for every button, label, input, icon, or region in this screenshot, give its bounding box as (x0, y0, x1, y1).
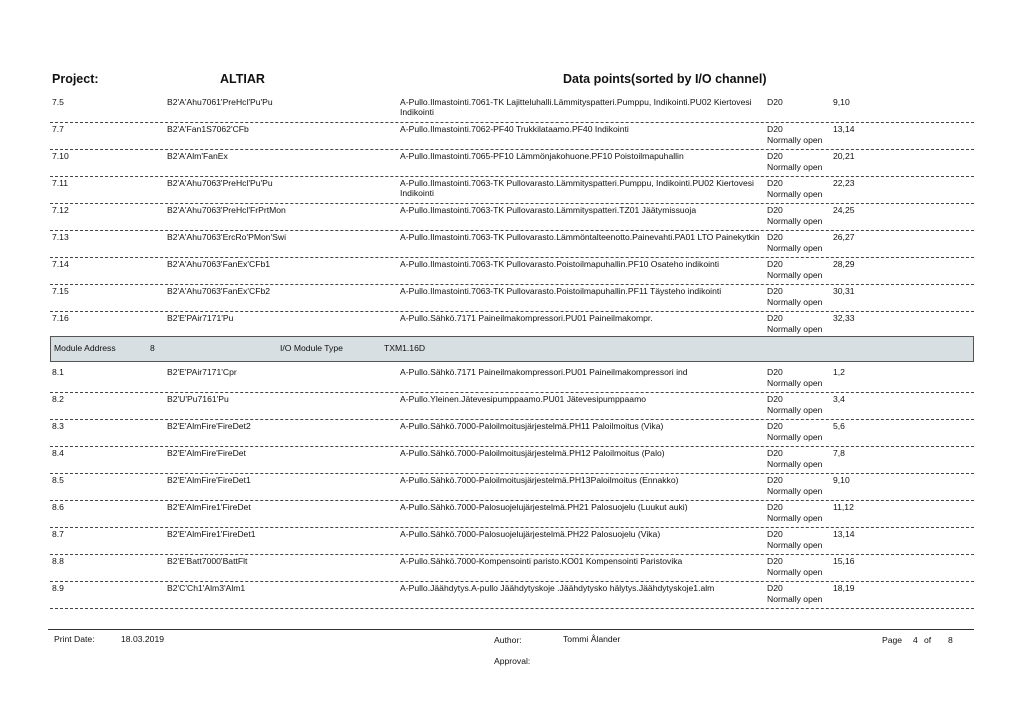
row-io-type: D20 (767, 124, 783, 134)
approval-label: Approval: (494, 656, 531, 666)
row-terminals: 24,25 (833, 205, 855, 215)
table-row (50, 257, 974, 285)
row-description: A-Pullo.Ilmastointi.7061-TK Lajitteluhalli.Lämmityspatteri.Pumppu, Indikointi.PU02 Kiertovesi Indikointi (400, 97, 752, 117)
row-io-type: D20 (767, 394, 783, 404)
row-datapoint: B2'E'Batt7000'BattFlt (167, 556, 248, 566)
table-row (50, 95, 974, 123)
row-contact-mode: Normally open (767, 378, 823, 388)
row-terminals: 9,10 (833, 475, 850, 485)
table-row (50, 527, 974, 555)
row-contact-mode: Normally open (767, 405, 823, 415)
page-label: Page (882, 635, 903, 645)
row-channel: 8.4 (52, 448, 64, 458)
row-contact-mode: Normally open (767, 486, 823, 496)
table-row (50, 419, 974, 447)
row-description: A-Pullo.Sähkö.7000-Paloilmoitusjärjestelmä.PH11 Paloilmoitus (Vika) (400, 421, 664, 431)
row-description: A-Pullo.Sähkö.7000-Paloilmoitusjärjestelmä.PH12 Paloilmoitus (Palo) (400, 448, 665, 458)
project-label: Project: (52, 72, 99, 86)
row-io-type: D20 (767, 583, 783, 593)
row-description: A-Pullo.Ilmastointi.7062-PF40 Trukkilataamo.PF40 Indikointi (400, 124, 629, 134)
table-row (50, 230, 974, 258)
table-row (50, 581, 974, 609)
row-io-type: D20 (767, 151, 783, 161)
row-contact-mode: Normally open (767, 297, 823, 307)
table-row (50, 446, 974, 474)
row-contact-mode: Normally open (767, 540, 823, 550)
row-channel: 8.2 (52, 394, 64, 404)
row-channel: 8.5 (52, 475, 64, 485)
row-datapoint: B2'E'PAir7171'Cpr (167, 367, 237, 377)
module-header (50, 336, 974, 362)
page-current: 4 (913, 635, 918, 645)
row-channel: 8.3 (52, 421, 64, 431)
table-row (50, 500, 974, 528)
project-name: ALTIAR (220, 72, 265, 86)
row-channel: 7.7 (52, 124, 64, 134)
row-description: A-Pullo.Sähkö.7000-Palosuojelujärjestelmä.PH22 Palosuojelu (Vika) (400, 529, 661, 539)
row-description: A-Pullo.Ilmastointi.7063-TK Pullovarasto.Poistoilmapuhallin.PF11 Täysteho indikointi (400, 286, 722, 296)
row-contact-mode: Normally open (767, 432, 823, 442)
row-terminals: 3,4 (833, 394, 845, 404)
row-datapoint: B2'A'Ahu7063'PreHcl'Pu'Pu (167, 178, 273, 188)
row-io-type: D20 (767, 313, 783, 323)
row-description: A-Pullo.Ilmastointi.7063-TK Pullovarasto.Poistoilmapuhallin.PF10 Osateho indikointi (400, 259, 720, 269)
table-row (50, 473, 974, 501)
row-terminals: 15,16 (833, 556, 855, 566)
row-contact-mode: Normally open (767, 594, 823, 604)
row-channel: 7.16 (52, 313, 69, 323)
row-io-type: D20 (767, 232, 783, 242)
row-contact-mode: Normally open (767, 459, 823, 469)
row-datapoint: B2'C'Ch1'Alm3'Alm1 (167, 583, 246, 593)
row-description: A-Pullo.Ilmastointi.7065-PF10 Lämmönjakohuone.PF10 Poistoilmapuhallin (400, 151, 684, 161)
table-row (50, 311, 974, 339)
row-terminals: 18,19 (833, 583, 855, 593)
row-terminals: 30,31 (833, 286, 855, 296)
table-row (50, 284, 974, 312)
row-channel: 7.11 (52, 178, 69, 188)
row-description: A-Pullo.Sähkö.7171 Paineilmakompressori.PU01 Paineilmakompr. (400, 313, 653, 323)
row-datapoint: B2'A'Ahu7063'FanEx'CFb2 (167, 286, 271, 296)
row-contact-mode: Normally open (767, 243, 823, 253)
row-description: A-Pullo.Sähkö.7171 Paineilmakompressori.PU01 Paineilmakompressori ind (400, 367, 688, 377)
module-address-value: 8 (150, 343, 155, 353)
row-terminals: 13,14 (833, 124, 855, 134)
table-row (50, 122, 974, 150)
row-channel: 7.12 (52, 205, 69, 215)
row-description: A-Pullo.Jäähdytys.A-pullo Jäähdytyskoje .Jäähdytysko hälytys.Jäähdytyskoje1.alm (400, 583, 715, 593)
row-datapoint: B2'A'Ahu7063'FanEx'CFb1 (167, 259, 271, 269)
row-channel: 7.5 (52, 97, 64, 107)
row-terminals: 7,8 (833, 448, 845, 458)
row-description: A-Pullo.Sähkö.7000-Palosuojelujärjestelmä.PH21 Palosuojelu (Luukut auki) (400, 502, 688, 512)
row-channel: 8.7 (52, 529, 64, 539)
row-datapoint: B2'A'Fan1S7062'CFb (167, 124, 249, 134)
row-io-type: D20 (767, 421, 783, 431)
row-io-type: D20 (767, 529, 783, 539)
row-datapoint: B2'A'Ahu7063'PreHcl'FrPrtMon (167, 205, 286, 215)
row-terminals: 13,14 (833, 529, 855, 539)
row-terminals: 20,21 (833, 151, 855, 161)
table-row (50, 392, 974, 420)
row-description: A-Pullo.Sähkö.7000-Kompensointi paristo.KO01 Kompensointi Paristovika (400, 556, 683, 566)
row-io-type: D20 (767, 448, 783, 458)
row-datapoint: B2'U'Pu7161'Pu (167, 394, 229, 404)
table-row (50, 203, 974, 231)
row-datapoint: B2'E'AlmFire1'FireDet1 (167, 529, 256, 539)
row-description: A-Pullo.Yleinen.Jätevesipumppaamo.PU01 Jätevesipumppaamo (400, 394, 647, 404)
row-contact-mode: Normally open (767, 270, 823, 280)
table-row (50, 365, 974, 393)
print-date-label: Print Date: (54, 634, 95, 644)
row-terminals: 32,33 (833, 313, 855, 323)
row-datapoint: B2'E'AlmFire'FireDet2 (167, 421, 251, 431)
row-io-type: D20 (767, 178, 783, 188)
table-row (50, 149, 974, 177)
row-datapoint: B2'E'AlmFire'FireDet (167, 448, 246, 458)
table-row (50, 176, 974, 204)
row-io-type: D20 (767, 286, 783, 296)
row-io-type: D20 (767, 97, 783, 107)
author-label: Author: (494, 635, 522, 645)
row-terminals: 26,27 (833, 232, 855, 242)
print-date-value: 18.03.2019 (121, 634, 165, 644)
row-channel: 7.13 (52, 232, 69, 242)
row-contact-mode: Normally open (767, 162, 823, 172)
row-io-type: D20 (767, 259, 783, 269)
row-datapoint: B2'E'AlmFire1'FireDet (167, 502, 251, 512)
row-contact-mode: Normally open (767, 135, 823, 145)
row-channel: 8.1 (52, 367, 64, 377)
row-channel: 7.10 (52, 151, 69, 161)
row-terminals: 9,10 (833, 97, 850, 107)
module-address-label: Module Address (54, 343, 116, 353)
report-title: Data points(sorted by I/O channel) (563, 72, 767, 86)
row-terminals: 22,23 (833, 178, 855, 188)
row-datapoint: B2'A'Alm'FanEx (167, 151, 228, 161)
page-of: of (924, 635, 932, 645)
footer-divider (48, 629, 974, 630)
row-description: A-Pullo.Ilmastointi.7063-TK Pullovarasto.Lämmityspatteri.TZ01 Jäätymissuoja (400, 205, 697, 215)
row-io-type: D20 (767, 502, 783, 512)
row-channel: 8.6 (52, 502, 64, 512)
row-terminals: 5,6 (833, 421, 845, 431)
row-io-type: D20 (767, 556, 783, 566)
row-datapoint: B2'A'Ahu7061'PreHcl'Pu'Pu (167, 97, 273, 107)
row-terminals: 11,12 (833, 502, 854, 512)
row-contact-mode: Normally open (767, 216, 823, 226)
page-total: 8 (948, 635, 953, 645)
module-type-label: I/O Module Type (280, 343, 343, 353)
row-terminals: 28,29 (833, 259, 855, 269)
row-contact-mode: Normally open (767, 189, 823, 199)
row-io-type: D20 (767, 367, 783, 377)
row-contact-mode: Normally open (767, 513, 823, 523)
author-value: Tommi Ålander (563, 634, 621, 644)
row-datapoint: B2'A'Ahu7063'ErcRo'PMon'Swi (167, 232, 287, 242)
row-description: A-Pullo.Ilmastointi.7063-TK Pullovarasto.Lämmityspatteri.Pumppu, Indikointi.PU02 Kiertovesi Indikointi (400, 178, 754, 198)
row-contact-mode: Normally open (767, 324, 823, 334)
row-channel: 7.15 (52, 286, 69, 296)
row-io-type: D20 (767, 205, 783, 215)
row-description: A-Pullo.Sähkö.7000-Paloilmoitusjärjestelmä.PH13Paloilmoitus (Ennakko) (400, 475, 679, 485)
row-contact-mode: Normally open (767, 567, 823, 577)
row-channel: 8.9 (52, 583, 64, 593)
row-description: A-Pullo.Ilmastointi.7063-TK Pullovarasto.Lämmöntalteenotto.Painevahti.PA01 LTO Painekytkin (400, 232, 760, 242)
row-terminals: 1,2 (833, 367, 845, 377)
row-datapoint: B2'E'PAir7171'Pu (167, 313, 234, 323)
row-io-type: D20 (767, 475, 783, 485)
row-channel: 8.8 (52, 556, 64, 566)
table-row (50, 554, 974, 582)
row-datapoint: B2'E'AlmFire'FireDet1 (167, 475, 251, 485)
module-type-value: TXM1.16D (384, 343, 426, 353)
row-channel: 7.14 (52, 259, 69, 269)
